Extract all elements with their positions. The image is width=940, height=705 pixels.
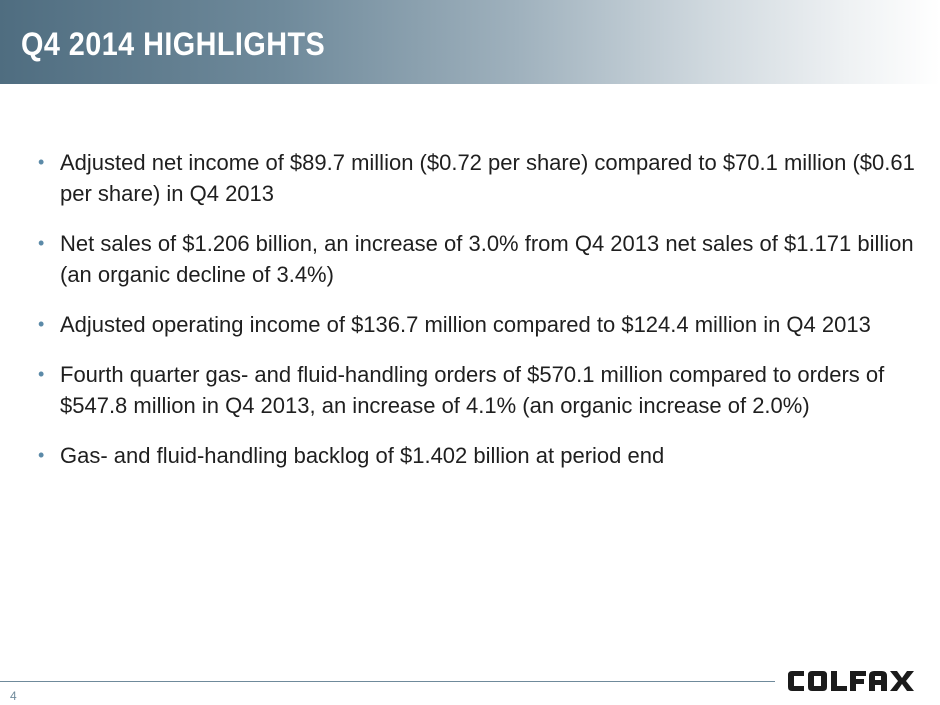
bullet-icon: • [38,364,45,384]
bullet-icon: • [38,314,45,334]
title-bar [0,0,940,84]
bullet-text: Net sales of $1.206 billion, an increase of 3.0% from Q4 2013 net sales of $1.171 billion (an organic decline of 3.4%) [60,231,914,287]
bullet-text: Gas- and fluid-handling backlog of $1.402 billion at period end [60,443,665,468]
slide-title: Q4 2014 HIGHLIGHTS [21,26,326,62]
list-item [38,359,918,421]
list-item [38,228,918,290]
page-number: 4 [10,689,17,703]
colfax-logo [786,668,928,694]
bullet-icon: • [38,233,45,253]
footer-divider [0,681,775,682]
list-item [38,147,918,209]
bullet-icon: • [38,445,45,465]
bullet-text: Adjusted operating income of $136.7 million compared to $124.4 million in Q4 2013 [60,312,871,337]
list-item [38,309,918,340]
bullet-text: Fourth quarter gas- and fluid-handling orders of $570.1 million compared to orders of $547.8 million in Q4 2013, an increase of 4.1% (an organic increase of 2.0%) [60,362,885,418]
bullet-text: Adjusted net income of $89.7 million ($0.72 per share) compared to $70.1 million ($0.61 per share) in Q4 2013 [60,150,915,206]
list-item [38,440,918,471]
bullet-icon: • [38,152,45,172]
highlights-list [38,147,918,490]
